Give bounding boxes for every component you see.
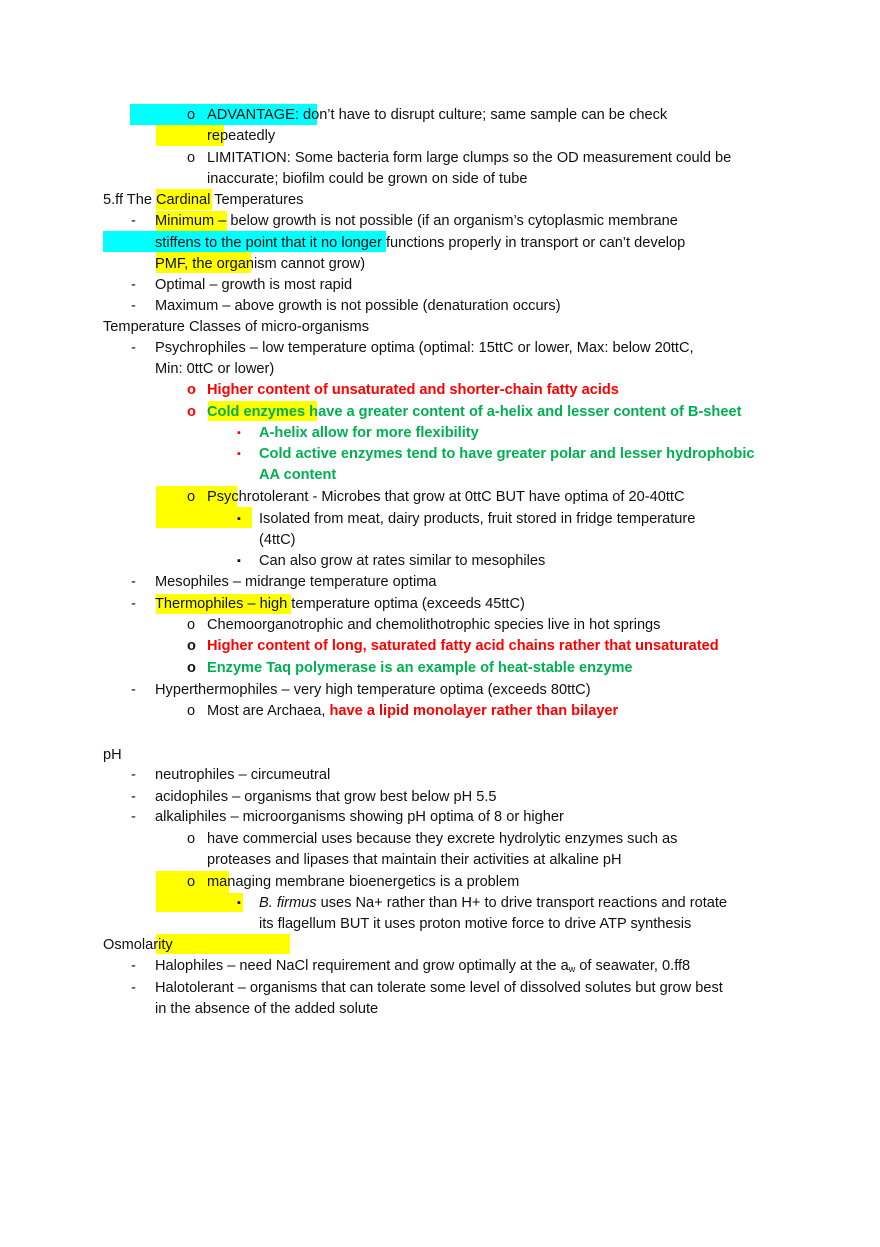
- line-text: [207, 148, 731, 168]
- line-text: [207, 829, 677, 849]
- line-text: [155, 572, 436, 592]
- line-text: [155, 338, 694, 358]
- line-text: [103, 317, 369, 337]
- text-segment: A-helix allow for more flexibility: [259, 425, 479, 441]
- yellow-highlight: [156, 893, 243, 912]
- line-text: [207, 850, 622, 870]
- text-segment: pH: [103, 747, 122, 763]
- line-text: [155, 211, 678, 231]
- text-segment: Chemoorganotrophic and chemolithotrophic species live in hot springs: [207, 617, 661, 633]
- text-segment: Higher content of long, saturated fatty acid chains rather that unsaturated: [207, 638, 719, 654]
- circle-bullet-icon: o: [187, 382, 196, 398]
- dash-bullet-icon: -: [131, 213, 136, 229]
- text-segment: Min: 0ttC or lower): [155, 361, 275, 377]
- line-text: [155, 680, 591, 700]
- text-segment: Most are Archaea,: [207, 703, 330, 719]
- square-bullet-icon: ▪: [237, 555, 241, 567]
- square-bullet-icon: ▪: [237, 513, 241, 525]
- circle-bullet-icon: o: [187, 874, 196, 890]
- dash-bullet-icon: -: [131, 980, 136, 996]
- line-text: [155, 254, 365, 274]
- line-text: [259, 509, 695, 529]
- line-text: [207, 487, 684, 507]
- line-text: [155, 233, 685, 253]
- line-text: [259, 423, 479, 443]
- text-segment: in the absence of the added solute: [155, 1001, 379, 1017]
- line-text: [207, 701, 618, 721]
- line-text: [259, 893, 727, 913]
- text-segment: proteases and lipases that maintain their activities at alkaline pH: [207, 852, 622, 868]
- text-segment: Cold enzymes have a greater content of a-helix and lesser content of B-sheet: [207, 404, 742, 420]
- line-text: [207, 636, 719, 656]
- line-text: [207, 380, 619, 400]
- line-text: [207, 169, 527, 189]
- text-segment: ADVANTAGE: don’t have to disrupt culture; same sample can be check: [207, 107, 668, 123]
- text-segment: Hyperthermophiles – very high temperature optima (exceeds 80ttC): [155, 682, 591, 698]
- circle-bullet-icon: o: [187, 617, 196, 633]
- text-segment: Optimal – growth is most rapid: [155, 277, 353, 293]
- dash-bullet-icon: -: [131, 767, 136, 783]
- square-bullet-icon: ▪: [237, 448, 241, 460]
- line-text: [155, 978, 723, 998]
- text-segment: Higher content of unsaturated and shorter-chain fatty acids: [207, 382, 619, 398]
- dash-bullet-icon: -: [131, 789, 136, 805]
- text-segment: LIMITATION: Some bacteria form large clumps so the OD measurement could be: [207, 150, 732, 166]
- text-segment: Isolated from meat, dairy products, fruit stored in fridge temperature: [259, 511, 696, 527]
- text-segment: PMF, the organism cannot grow): [155, 256, 366, 272]
- text-segment: Osmolarity: [103, 937, 173, 953]
- dash-bullet-icon: -: [131, 809, 136, 825]
- text-segment: Cold active enzymes tend to have greater polar and lesser hydrophobic: [259, 446, 755, 462]
- line-text: [259, 914, 691, 934]
- line-text: [155, 275, 352, 295]
- line-text: [155, 765, 330, 785]
- dash-bullet-icon: -: [131, 958, 136, 974]
- circle-bullet-icon: o: [187, 107, 196, 123]
- text-segment: Minimum – below growth is not possible (if an organism’s cytoplasmic membrane: [155, 213, 678, 229]
- circle-bullet-icon: o: [187, 703, 196, 719]
- text-segment: acidophiles – organisms that grow best below pH 5.5: [155, 789, 497, 805]
- line-text: [207, 872, 519, 892]
- circle-bullet-icon: o: [187, 404, 196, 420]
- line-text: [155, 999, 378, 1019]
- line-text: [155, 956, 690, 979]
- line-text: [207, 615, 660, 635]
- text-segment: of seawater, 0.ff8: [575, 958, 691, 974]
- square-bullet-icon: ▪: [237, 427, 241, 439]
- line-text: [259, 444, 755, 464]
- text-segment: inaccurate; biofilm could be grown on side of tube: [207, 171, 528, 187]
- line-text: [259, 530, 295, 550]
- square-bullet-icon: ▪: [237, 897, 241, 909]
- text-segment: Maximum – above growth is not possible (denaturation occurs): [155, 298, 561, 314]
- text-segment: Psychrophiles – low temperature optima (optimal: 15ttC or lower, Max: below 20ttC,: [155, 340, 694, 356]
- text-segment: 5.ff The Cardinal Temperatures: [103, 192, 304, 208]
- dash-bullet-icon: -: [131, 298, 136, 314]
- circle-bullet-icon: o: [187, 831, 196, 847]
- text-segment: managing membrane bioenergetics is a problem: [207, 874, 520, 890]
- text-segment: stiffens to the point that it no longer functions properly in transport or can’t develop: [155, 235, 686, 251]
- text-segment: w: [568, 964, 576, 974]
- text-segment: Halotolerant – organisms that can tolerate some level of dissolved solutes but grow best: [155, 980, 723, 996]
- circle-bullet-icon: o: [187, 150, 196, 166]
- text-segment: Psychrotolerant - Microbes that grow at 0ttC BUT have optima of 20-40ttC: [207, 489, 685, 505]
- line-text: [207, 126, 275, 146]
- text-segment: have a lipid monolayer rather than bilayer: [329, 703, 619, 719]
- circle-bullet-icon: o: [187, 489, 196, 505]
- text-segment: repeatedly: [207, 128, 276, 144]
- line-text: [103, 935, 173, 955]
- dash-bullet-icon: -: [131, 596, 136, 612]
- text-segment: alkaliphiles – microorganisms showing pH optima of 8 or higher: [155, 809, 564, 825]
- text-segment: Halophiles – need NaCl requirement and grow optimally at the a: [155, 958, 569, 974]
- text-segment: neutrophiles – circumeutral: [155, 767, 331, 783]
- text-segment: uses Na+ rather than H+ to drive transport reactions and rotate: [316, 895, 728, 911]
- line-text: [103, 745, 122, 765]
- line-text: [207, 105, 667, 125]
- text-segment: Thermophiles – high temperature optima (exceeds 45ttC): [155, 596, 525, 612]
- text-segment: Can also grow at rates similar to mesophiles: [259, 553, 546, 569]
- line-text: [155, 787, 497, 807]
- circle-bullet-icon: o: [187, 660, 196, 676]
- line-text: [259, 465, 336, 485]
- dash-bullet-icon: -: [131, 340, 136, 356]
- dash-bullet-icon: -: [131, 277, 136, 293]
- line-text: [155, 807, 564, 827]
- text-segment: (4ttC): [259, 532, 296, 548]
- text-segment: Enzyme Taq polymerase is an example of heat-stable enzyme: [207, 660, 633, 676]
- line-text: [155, 594, 525, 614]
- text-segment: AA content: [259, 467, 337, 483]
- line-text: [103, 190, 303, 210]
- line-text: [207, 402, 741, 422]
- text-segment: its flagellum BUT it uses proton motive force to drive ATP synthesis: [259, 916, 692, 932]
- line-text: [259, 551, 545, 571]
- dash-bullet-icon: -: [131, 682, 136, 698]
- line-text: [155, 296, 561, 316]
- text-segment: have commercial uses because they excrete hydrolytic enzymes such as: [207, 831, 678, 847]
- dash-bullet-icon: -: [131, 574, 136, 590]
- text-segment: B. firmus: [259, 895, 317, 911]
- text-segment: Mesophiles – midrange temperature optima: [155, 574, 437, 590]
- line-text: [207, 658, 633, 678]
- circle-bullet-icon: o: [187, 638, 196, 654]
- text-segment: Temperature Classes of micro-organisms: [103, 319, 370, 335]
- line-text: [155, 359, 274, 379]
- yellow-highlight: [156, 934, 290, 954]
